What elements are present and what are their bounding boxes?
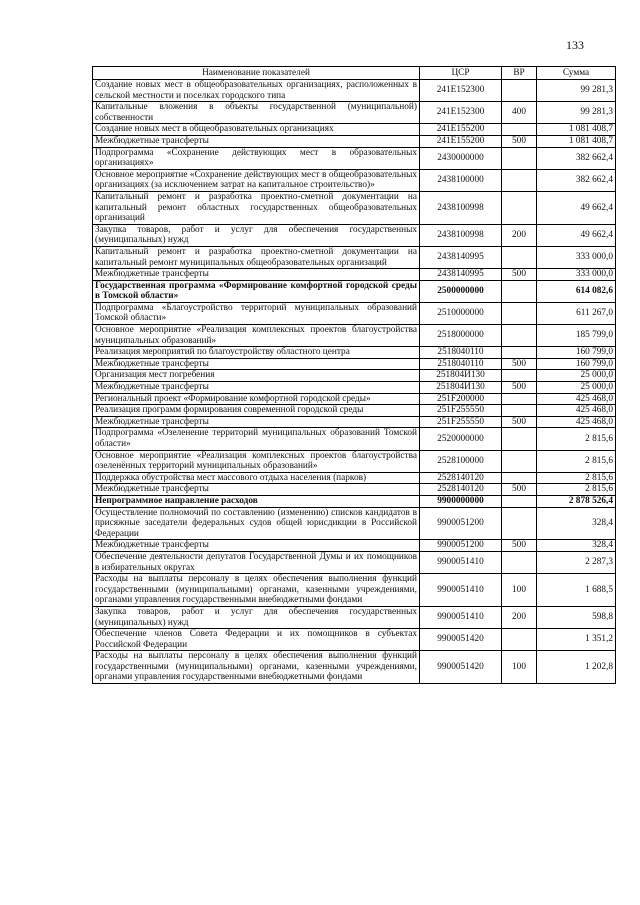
cell-sum: 2 815,6 <box>537 428 616 450</box>
cell-csr: 9900051410 <box>420 606 502 628</box>
cell-csr: 2518040110 <box>420 347 502 359</box>
cell-name: Межбюджетные трансферты <box>93 269 420 281</box>
budget-table <box>92 66 616 684</box>
header-csr: ЦСР <box>420 67 502 80</box>
cell-sum: 1 351,2 <box>537 629 616 651</box>
cell-vr <box>502 450 537 472</box>
cell-vr <box>502 428 537 450</box>
cell-sum: 614 082,6 <box>537 280 616 302</box>
table-row <box>93 80 616 102</box>
cell-vr <box>502 393 537 405</box>
cell-sum: 25 000,0 <box>537 382 616 394</box>
cell-vr: 500 <box>502 540 537 552</box>
cell-sum: 49 662,4 <box>537 191 616 224</box>
cell-name: Создание новых мест в общеобразовательных организациях <box>93 124 420 136</box>
cell-csr: 2438100000 <box>420 169 502 191</box>
table-row <box>93 347 616 359</box>
table-row <box>93 629 616 651</box>
cell-csr: 2430000000 <box>420 147 502 169</box>
cell-sum: 2 815,6 <box>537 484 616 496</box>
cell-sum: 598,8 <box>537 606 616 628</box>
table-row <box>93 358 616 370</box>
table-row <box>93 246 616 268</box>
cell-csr: 251F200000 <box>420 393 502 405</box>
cell-vr <box>502 551 537 573</box>
table-row <box>93 574 616 607</box>
table-row <box>93 224 616 246</box>
cell-vr: 500 <box>502 416 537 428</box>
table-row <box>93 472 616 484</box>
cell-sum: 2 815,6 <box>537 450 616 472</box>
cell-sum: 1 202,8 <box>537 651 616 684</box>
cell-sum: 1 081 408,7 <box>537 124 616 136</box>
cell-sum: 2 878 526,4 <box>537 495 616 507</box>
table-row <box>93 102 616 124</box>
cell-vr <box>502 191 537 224</box>
cell-vr <box>502 246 537 268</box>
table-row <box>93 405 616 417</box>
cell-csr: 2438140995 <box>420 246 502 268</box>
cell-name: Подпрограмма «Сохранение действующих мест в образовательных организациях» <box>93 147 420 169</box>
cell-sum: 425 468,0 <box>537 416 616 428</box>
cell-vr: 100 <box>502 574 537 607</box>
header-vr: ВР <box>502 67 537 80</box>
cell-csr: 2438100998 <box>420 191 502 224</box>
cell-sum: 1 688,5 <box>537 574 616 607</box>
cell-sum: 49 662,4 <box>537 224 616 246</box>
cell-name: Закупка товаров, работ и услуг для обеспечения государственных (муниципальных) нужд <box>93 606 420 628</box>
cell-vr <box>502 80 537 102</box>
header-name: Наименование показателей <box>93 67 420 80</box>
cell-name: Межбюджетные трансферты <box>93 416 420 428</box>
cell-vr <box>502 325 537 347</box>
table-row <box>93 428 616 450</box>
cell-name: Создание новых мест в общеобразовательных организациях, расположенных в сельской местности и поселках городского типа <box>93 80 420 102</box>
table-row <box>93 393 616 405</box>
cell-name: Закупка товаров, работ и услуг для обеспечения государственных (муниципальных) нужд <box>93 224 420 246</box>
cell-name: Реализация программ формирования современной городской среды <box>93 405 420 417</box>
cell-csr: 251804И130 <box>420 382 502 394</box>
cell-vr: 200 <box>502 224 537 246</box>
cell-vr: 200 <box>502 606 537 628</box>
cell-csr: 9900051200 <box>420 540 502 552</box>
cell-csr: 9900000000 <box>420 495 502 507</box>
cell-vr <box>502 169 537 191</box>
table-row <box>93 302 616 324</box>
cell-name: Межбюджетные трансферты <box>93 484 420 496</box>
table-row <box>93 370 616 382</box>
cell-vr <box>502 507 537 540</box>
cell-csr: 2438140995 <box>420 269 502 281</box>
cell-name: Поддержка обустройства мест массового отдыха населения (парков) <box>93 472 420 484</box>
cell-csr: 9900051420 <box>420 651 502 684</box>
cell-sum: 160 799,0 <box>537 347 616 359</box>
cell-name: Реализация мероприятий по благоустройству областного центра <box>93 347 420 359</box>
table-body <box>93 80 616 684</box>
table-row <box>93 450 616 472</box>
cell-csr: 2528100000 <box>420 450 502 472</box>
cell-name: Межбюджетные трансферты <box>93 135 420 147</box>
cell-sum: 328,4 <box>537 507 616 540</box>
cell-name: Межбюджетные трансферты <box>93 382 420 394</box>
cell-csr: 251F255550 <box>420 416 502 428</box>
table-row <box>93 651 616 684</box>
cell-vr: 100 <box>502 651 537 684</box>
cell-name: Расходы на выплаты персоналу в целях обеспечения выполнения функций государственными (муниципальными) органами, казенными учреждениями, органами управления государственными внебюджетными фондами <box>93 574 420 607</box>
table-row <box>93 606 616 628</box>
cell-name: Капитальный ремонт и разработка проектно-сметной документации на капитальный ремонт областных государственных общеобразовательных организаций <box>93 191 420 224</box>
cell-csr: 2518040110 <box>420 358 502 370</box>
cell-vr <box>502 472 537 484</box>
cell-csr: 9900051410 <box>420 574 502 607</box>
table-row <box>93 484 616 496</box>
cell-sum: 611 267,0 <box>537 302 616 324</box>
cell-sum: 333 000,0 <box>537 269 616 281</box>
table-row <box>93 191 616 224</box>
table-row <box>93 135 616 147</box>
table-row <box>93 551 616 573</box>
cell-vr: 500 <box>502 269 537 281</box>
cell-name: Осуществление полномочий по составлению (изменению) списков кандидатов в присяжные заседатели федеральных судов общей юрисдикции в Российской Федерации <box>93 507 420 540</box>
table-row <box>93 382 616 394</box>
cell-csr: 2438100998 <box>420 224 502 246</box>
cell-sum: 328,4 <box>537 540 616 552</box>
cell-sum: 425 468,0 <box>537 393 616 405</box>
cell-vr <box>502 302 537 324</box>
cell-sum: 382 662,4 <box>537 147 616 169</box>
cell-sum: 2 815,6 <box>537 472 616 484</box>
cell-name: Межбюджетные трансферты <box>93 358 420 370</box>
table-row <box>93 416 616 428</box>
cell-name: Обеспечение членов Совета Федерации и их помощников в субъектах Российской Федерации <box>93 629 420 651</box>
cell-csr: 9900051200 <box>420 507 502 540</box>
cell-name: Расходы на выплаты персоналу в целях обеспечения выполнения функций государственными (муниципальными) органами, казенными учреждениями, органами управления государственными внебюджетными фондами <box>93 651 420 684</box>
cell-vr: 500 <box>502 135 537 147</box>
cell-name: Подпрограмма «Благоустройство территорий муниципальных образований Томской области» <box>93 302 420 324</box>
cell-csr: 2510000000 <box>420 302 502 324</box>
cell-vr <box>502 629 537 651</box>
table-row <box>93 540 616 552</box>
cell-vr <box>502 147 537 169</box>
cell-vr <box>502 405 537 417</box>
cell-name: Организация мест погребения <box>93 370 420 382</box>
table-row <box>93 325 616 347</box>
cell-name: Обеспечение деятельности депутатов Государственной Думы и их помощников в избирательных округах <box>93 551 420 573</box>
cell-vr: 500 <box>502 358 537 370</box>
cell-vr <box>502 495 537 507</box>
cell-name: Региональный проект «Формирование комфортной городской среды» <box>93 393 420 405</box>
cell-sum: 333 000,0 <box>537 246 616 268</box>
cell-csr: 251F255550 <box>420 405 502 417</box>
table-header-row <box>93 67 616 80</box>
cell-name: Основное мероприятие «Сохранение действующих мест в общеобразовательных организациях (за исключением затрат на капитальное строительство)» <box>93 169 420 191</box>
page-number: 133 <box>566 38 584 52</box>
cell-name: Подпрограмма «Озеленение территорий муниципальных образований Томской области» <box>93 428 420 450</box>
cell-sum: 1 081 408,7 <box>537 135 616 147</box>
cell-sum: 185 799,0 <box>537 325 616 347</box>
cell-csr: 251804И130 <box>420 370 502 382</box>
cell-sum: 99 281,3 <box>537 102 616 124</box>
cell-sum: 99 281,3 <box>537 80 616 102</box>
cell-name: Капитальный ремонт и разработка проектно-сметной документации на капитальный ремонт муниципальных общеобразовательных организаций <box>93 246 420 268</box>
table-row <box>93 169 616 191</box>
cell-name: Государственная программа «Формирование комфортной городской среды в Томской области» <box>93 280 420 302</box>
header-sum: Сумма <box>537 67 616 80</box>
table-row <box>93 280 616 302</box>
cell-sum: 2 287,3 <box>537 551 616 573</box>
cell-vr: 400 <box>502 102 537 124</box>
cell-csr: 241E155200 <box>420 135 502 147</box>
cell-vr <box>502 280 537 302</box>
cell-csr: 9900051410 <box>420 551 502 573</box>
cell-vr <box>502 347 537 359</box>
table-row <box>93 124 616 136</box>
table-row <box>93 507 616 540</box>
cell-vr: 500 <box>502 484 537 496</box>
cell-sum: 425 468,0 <box>537 405 616 417</box>
cell-name: Межбюджетные трансферты <box>93 540 420 552</box>
cell-name: Основное мероприятие «Реализация комплексных проектов благоустройства озеленённых территорий муниципальных образований» <box>93 450 420 472</box>
cell-name: Капитальные вложения в объекты государственной (муниципальной) собственности <box>93 102 420 124</box>
cell-csr: 241E152300 <box>420 102 502 124</box>
cell-csr: 2528140120 <box>420 472 502 484</box>
table-row <box>93 269 616 281</box>
cell-vr: 500 <box>502 382 537 394</box>
cell-csr: 241E155200 <box>420 124 502 136</box>
cell-sum: 160 799,0 <box>537 358 616 370</box>
cell-csr: 241E152300 <box>420 80 502 102</box>
cell-sum: 25 000,0 <box>537 370 616 382</box>
cell-csr: 9900051420 <box>420 629 502 651</box>
cell-csr: 2518000000 <box>420 325 502 347</box>
table-row <box>93 147 616 169</box>
cell-vr <box>502 370 537 382</box>
cell-sum: 382 662,4 <box>537 169 616 191</box>
cell-vr <box>502 124 537 136</box>
table-row <box>93 495 616 507</box>
cell-csr: 2500000000 <box>420 280 502 302</box>
cell-name: Основное мероприятие «Реализация комплексных проектов благоустройства муниципальных образований» <box>93 325 420 347</box>
cell-name: Непрограммное направление расходов <box>93 495 420 507</box>
cell-csr: 2520000000 <box>420 428 502 450</box>
cell-csr: 2528140120 <box>420 484 502 496</box>
